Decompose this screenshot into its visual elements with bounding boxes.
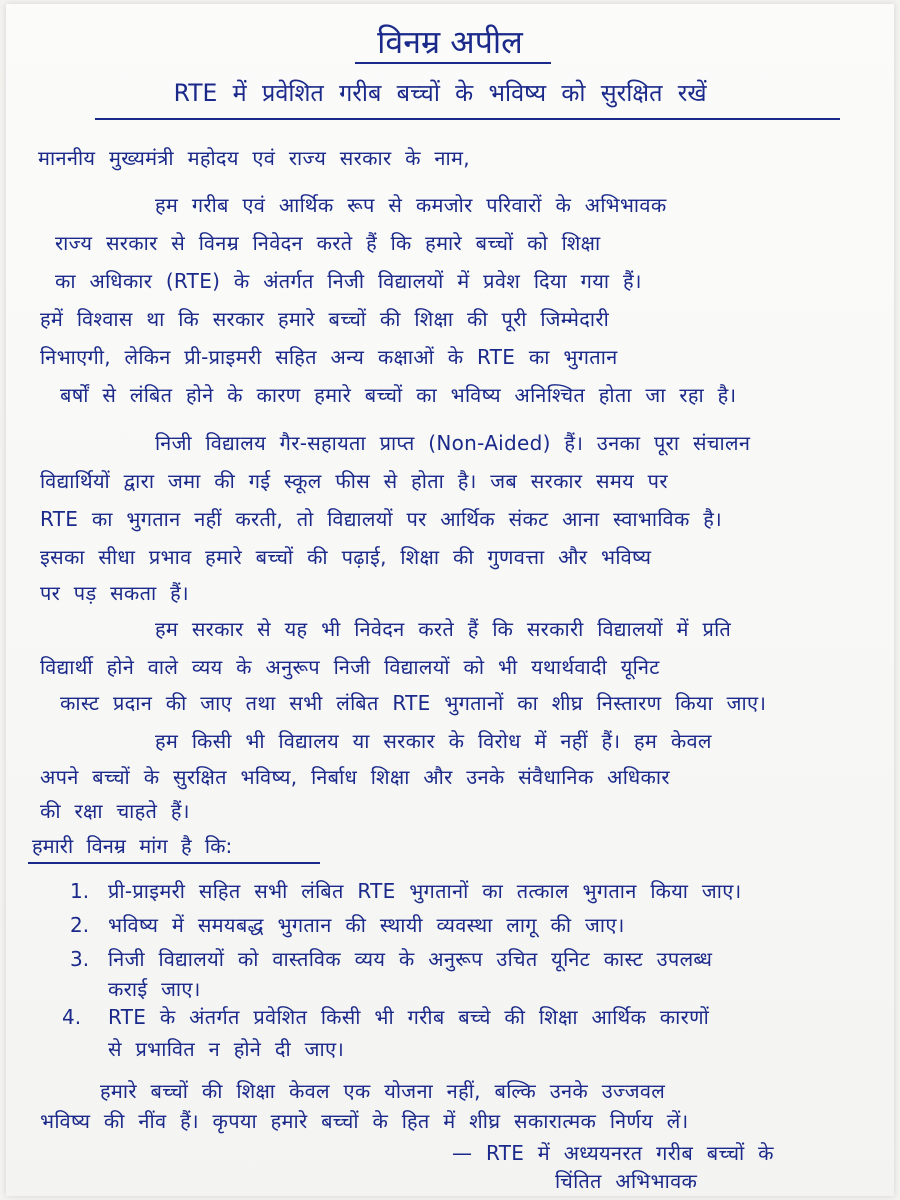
- demand-4-number: 4.: [62, 1005, 82, 1029]
- paragraph-4-line-2: अपने बच्चों के सुरक्षित भविष्य, निर्बाध शिक्षा और उनके संवैधानिक अधिकार: [40, 765, 670, 789]
- closing-line-1: हमारे बच्चों की शिक्षा केवल एक योजना नहीं, बल्कि उनके उज्जवल: [100, 1079, 666, 1103]
- demand-3-line-1: निजी विद्यालयों को वास्तविक व्यय के अनुरूप उचित यूनिट कास्ट उपलब्ध: [108, 947, 713, 971]
- paragraph-4-line-1: हम किसी भी विद्यालय या सरकार के विरोध में नहीं हैं। हम केवल: [155, 729, 712, 753]
- paragraph-2-line-5: पर पड़ सकता हैं।: [40, 581, 189, 605]
- demands-heading-underline: [28, 862, 320, 864]
- paragraph-1-line-5: निभाएगी, लेकिन प्री-प्राइमरी सहित अन्य कक्षाओं के RTE का भुगतान: [40, 345, 618, 369]
- paragraph-2-line-3: RTE का भुगतान नहीं करती, तो विद्यालयों पर आर्थिक संकट आना स्वाभाविक है।: [40, 507, 723, 531]
- signature-line-2: चिंतित अभिभावक: [555, 1169, 698, 1193]
- demand-3-number: 3.: [70, 947, 90, 971]
- paragraph-2-line-2: विद्यार्थियों द्वारा जमा की गई स्कूल फीस से होता है। जब सरकार समय पर: [40, 469, 668, 493]
- paragraph-2-line-4: इसका सीधा प्रभाव हमारे बच्चों की पढ़ाई, शिक्षा की गुणवत्ता और भविष्य: [40, 545, 652, 569]
- demand-2-line-1: भविष्य में समयबद्ध भुगतान की स्थायी व्यवस्था लागू की जाए।: [108, 913, 625, 937]
- demand-4-line-1: RTE के अंतर्गत प्रवेशित किसी भी गरीब बच्चे की शिक्षा आर्थिक कारणों: [108, 1005, 710, 1029]
- demand-4-line-2: से प्रभावित न होने दी जाए।: [108, 1037, 345, 1061]
- paragraph-2-line-1: निजी विद्यालय गैर-सहायता प्राप्त (Non-Aided) हैं। उनका पूरा संचालन: [155, 431, 751, 455]
- paragraph-4-line-3: की रक्षा चाहते हैं।: [40, 799, 190, 823]
- paragraph-1-line-3: का अधिकार (RTE) के अंतर्गत निजी विद्यालयों में प्रवेश दिया गया हैं।: [55, 269, 642, 293]
- paragraph-3-line-3: कास्ट प्रदान की जाए तथा सभी लंबित RTE भुगतानों का शीघ्र निस्तारण किया जाए।: [60, 691, 767, 715]
- paragraph-1-line-1: हम गरीब एवं आर्थिक रूप से कमजोर परिवारों के अभिभावक: [155, 193, 667, 217]
- demand-3-line-2: कराई जाए।: [108, 977, 201, 1001]
- demands-heading: हमारी विनम्र मांग है कि:: [32, 834, 233, 858]
- page-subtitle: RTE में प्रवेशित गरीब बच्चों के भविष्य को सुरक्षित रखें: [173, 79, 707, 107]
- demand-1-number: 1.: [70, 879, 90, 903]
- paragraph-1-line-6: बर्षों से लंबित होने के कारण हमारे बच्चों का भविष्य अनिश्चित होता जा रहा है।: [60, 383, 737, 407]
- signature-line-1: — RTE में अध्ययनरत गरीब बच्चों के: [452, 1141, 774, 1165]
- paragraph-3-line-1: हम सरकार से यह भी निवेदन करते हैं कि सरकारी विद्यालयों में प्रति: [155, 617, 732, 641]
- paragraph-1-line-4: हमें विश्वास था कि सरकार हमारे बच्चों की शिक्षा की पूरी जिम्मेदारी: [40, 307, 610, 331]
- paragraph-1-line-2: राज्य सरकार से विनम्र निवेदन करते हैं कि हमारे बच्चों को शिक्षा: [55, 231, 601, 255]
- demand-1-line-1: प्री-प्राइमरी सहित सभी लंबित RTE भुगतानों का तत्काल भुगतान किया जाए।: [108, 879, 742, 903]
- subtitle-underline: [95, 118, 840, 120]
- salutation: माननीय मुख्यमंत्री महोदय एवं राज्य सरकार के नाम,: [38, 146, 470, 170]
- page-title: विनम्र अपील: [377, 23, 523, 61]
- closing-line-2: भविष्य की नींव हैं। कृपया हमारे बच्चों के हित में शीघ्र सकारात्मक निर्णय लें।: [40, 1109, 689, 1133]
- paragraph-3-line-2: विद्यार्थी होने वाले व्यय के अनुरूप निजी विद्यालयों को भी यथार्थवादी यूनिट: [40, 655, 660, 679]
- demand-2-number: 2.: [70, 913, 90, 937]
- title-underline: [355, 62, 551, 64]
